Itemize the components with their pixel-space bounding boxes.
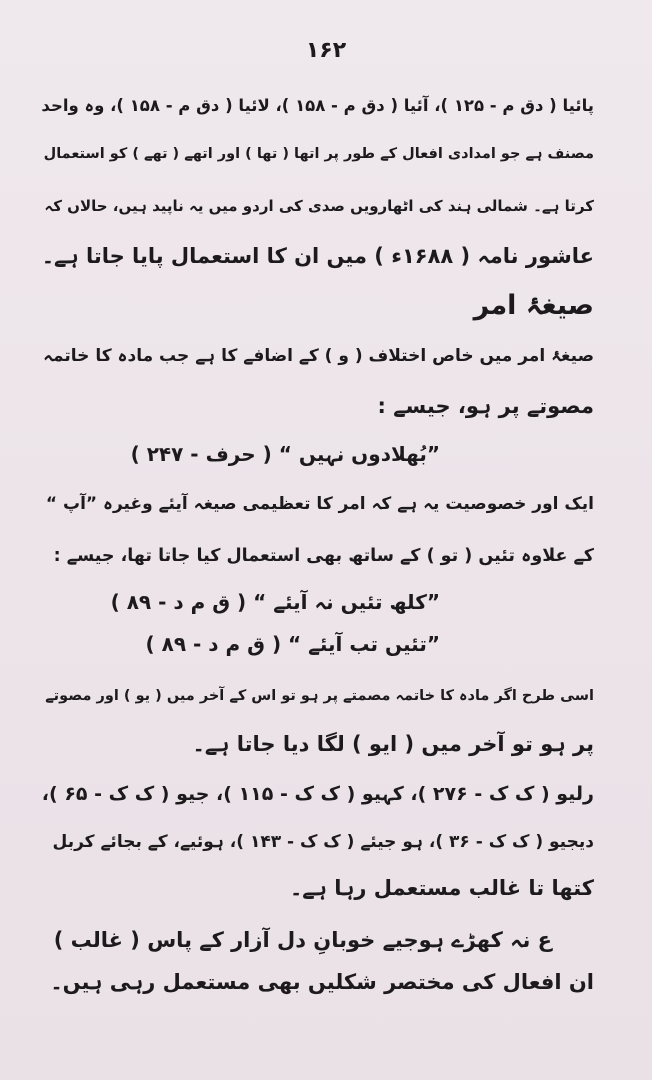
text-line: کرتا ہے۔ شمالی ہند کی اٹھارویں صدی کی اردو میں یہ ناپید ہیں، حالاں کہ: [44, 197, 594, 215]
text-line: رلیو ( ک ک - ۲۷۶ )، کہیو ( ک ک - ۱۱۵ )، جیو ( ک ک - ۶۵ )،: [41, 783, 594, 805]
text-line: صیغۂ امر میں خاص اختلاف ( و ) کے اضافے کا ہے جب مادہ کا خاتمہ: [43, 346, 594, 366]
text-line: دیجیو ( ک ک - ۳۶ )، ہو جیئے ( ک ک - ۱۴۳ )، ہوئیے، کے بجائے کربل: [52, 832, 594, 852]
example-line: ”کلھ تئیں نہ آیئے “ ( ق م د - ۸۹ ): [110, 590, 440, 614]
text-line: ایک اور خصوصیت یہ ہے کہ امر کا تعظیمی صیغہ آیئے وغیرہ ”آپ “: [45, 494, 594, 514]
section-heading: صیغۂ امر: [473, 290, 594, 321]
text-line: اسی طرح اگر مادہ کا خاتمہ مصمتے پر ہو تو اس کے آخر میں ( یو ) اور مصوتے: [45, 688, 594, 704]
page-number: ۱۶۲: [305, 38, 347, 63]
text-line: عاشور نامہ ( ۱۶۸۸ء ) میں ان کا استعمال پایا جاتا ہے۔: [41, 244, 594, 268]
text-line: مصوتے پر ہو، جیسے :: [377, 394, 594, 418]
text-line: کتھا تا غالب مستعمل رہا ہے۔: [289, 876, 594, 900]
example-line: ”بُھلادوں نہیں “ ( حرف - ۲۴۷ ): [130, 442, 440, 466]
example-line: ”تئیں تب آیئے “ ( ق م د - ۸۹ ): [145, 632, 440, 656]
text-line: کے علاوہ تئیں ( تو ) کے ساتھ بھی استعمال کیا جاتا تھا، جیسے :: [53, 546, 594, 566]
verse-line: ع نہ کھڑے ہوجیے خوبانِ دل آزار کے پاس ( غالب ): [53, 928, 552, 952]
text-line: پر ہو تو آخر میں ( ایو ) لگا دیا جاتا ہے۔: [192, 732, 594, 756]
text-line: ان افعال کی مختصر شکلیں بھی مستعمل رہی ہیں۔: [50, 970, 594, 994]
text-line: مصنف ہے جو امدادی افعال کے طور پر اتھا ( تھا ) اور اتھے ( تھے ) کو استعمال: [43, 146, 594, 162]
text-line: پائیا ( دق م - ۱۲۵ )، آئیا ( دق م - ۱۵۸ )، لائیا ( دق م - ۱۵۸ )، وہ واحد: [41, 96, 594, 115]
